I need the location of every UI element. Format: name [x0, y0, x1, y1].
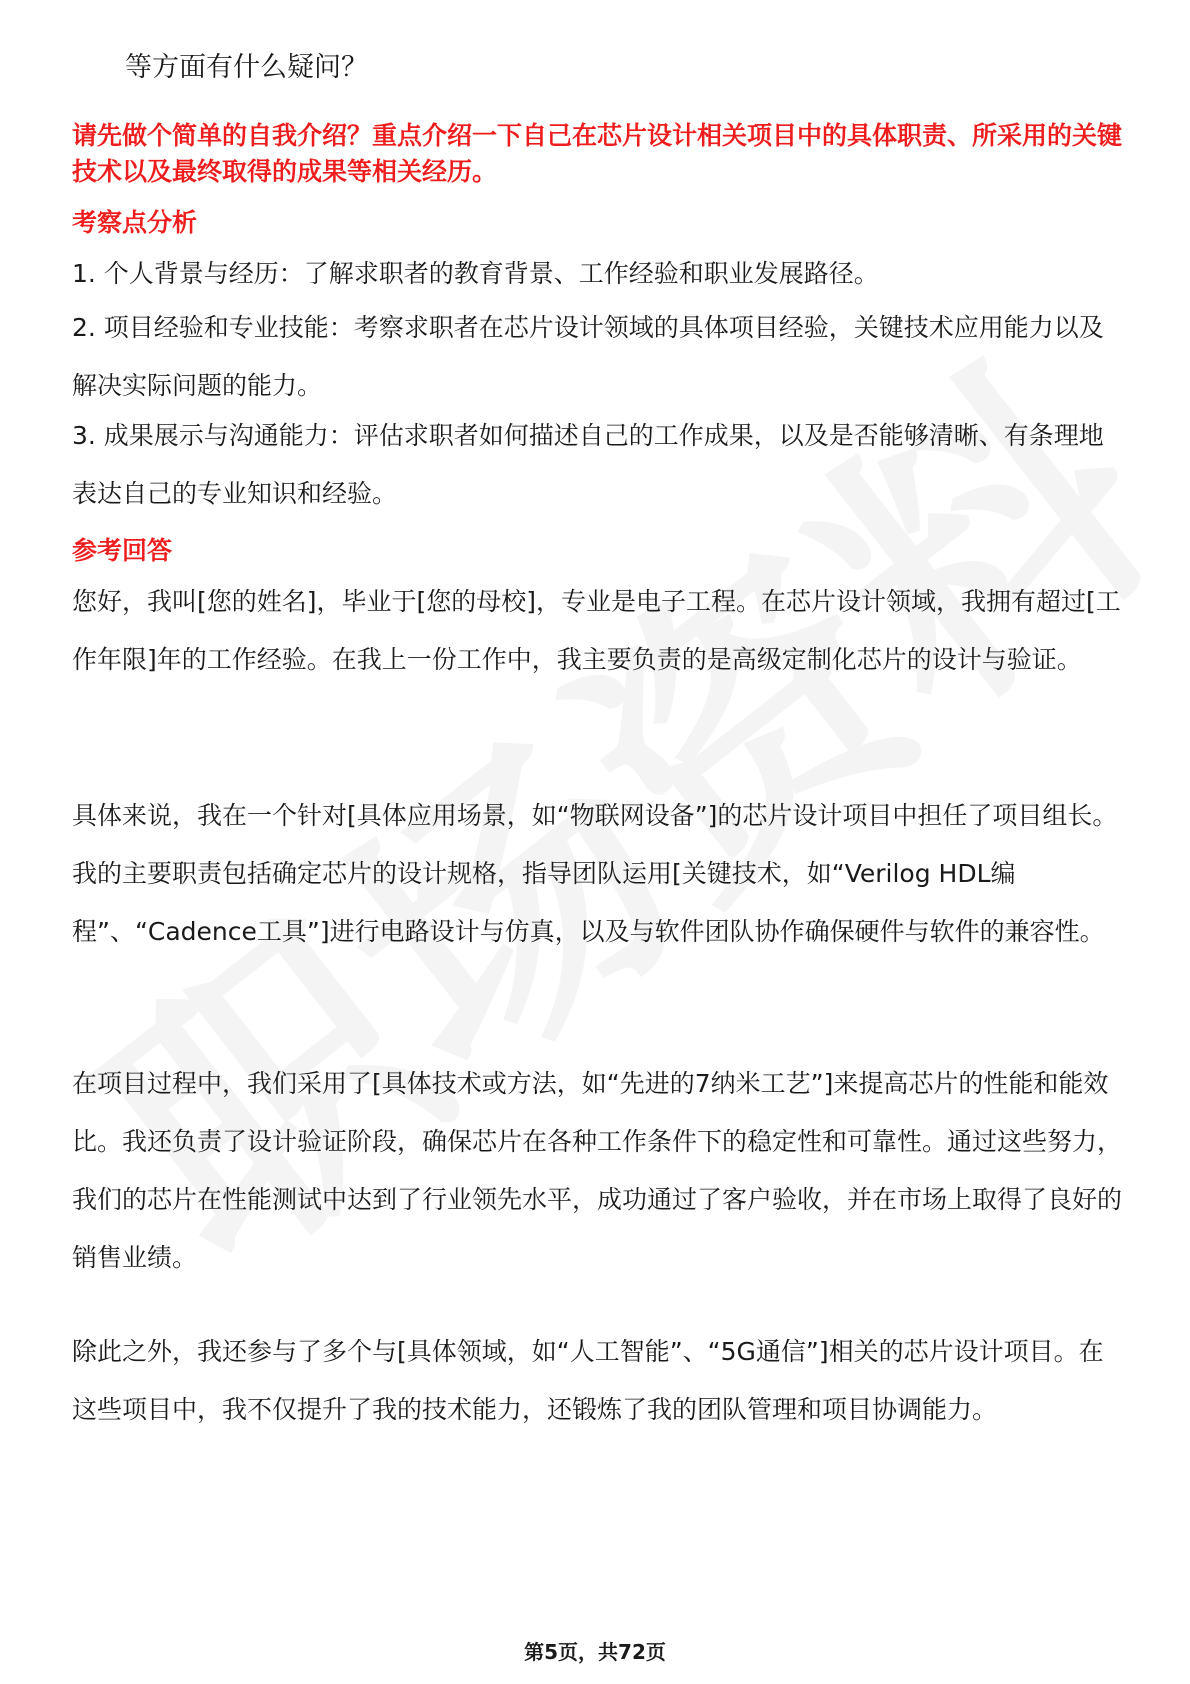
page-number: 第5页，共72页	[524, 1640, 666, 1664]
analysis-point: 1. 个人背景与经历：了解求职者的教育背景、工作经验和职业发展路径。	[72, 259, 879, 288]
analysis-point: 3. 成果展示与沟通能力：评估求职者如何描述自己的工作成果，以及是否能够清晰、有条理地表达自己的专业知识和经验。	[72, 421, 1104, 508]
answer-paragraph: 具体来说，我在一个针对[具体应用场景，如“物联网设备”]的芯片设计项目中担任了项目组长。我的主要职责包括确定芯片的设计规格，指导团队运用[关键技术，如“Verilog HDL编程”、“Cadence工具”]进行电路设计与仿真，以及与软件团队协作确保硬件与软件的兼容性。	[72, 801, 1118, 946]
question-text: 请先做个简单的自我介绍？重点介绍一下自己在芯片设计相关项目中的具体职责、所采用的关键技术以及最终取得的成果等相关经历。	[72, 121, 1123, 186]
answer-heading: 参考回答	[72, 536, 173, 565]
continuation-text: 等方面有什么疑问？	[125, 52, 368, 83]
answer-paragraph: 除此之外，我还参与了多个与[具体领域，如“人工智能”、“5G通信”]相关的芯片设计项目。在这些项目中，我不仅提升了我的技术能力，还锻炼了我的团队管理和项目协调能力。	[72, 1337, 1104, 1424]
answer-paragraph: 您好，我叫[您的姓名]，毕业于[您的母校]，专业是电子工程。在芯片设计领域，我拥有超过[工作年限]年的工作经验。在我上一份工作中，我主要负责的是高级定制化芯片的设计与验证。	[72, 587, 1121, 674]
analysis-heading: 考察点分析	[72, 208, 198, 237]
answer-paragraph: 在项目过程中，我们采用了[具体技术或方法，如“先进的7纳米工艺”]来提高芯片的性能和能效比。我还负责了设计验证阶段，确保芯片在各种工作条件下的稳定性和可靠性。通过这些努力，我们的芯片在性能测试中达到了行业领先水平，成功通过了客户验收，并在市场上取得了良好的销售业绩。	[72, 1069, 1123, 1272]
analysis-point: 2. 项目经验和专业技能：考察求职者在芯片设计领域的具体项目经验，关键技术应用能力以及解决实际问题的能力。	[72, 313, 1104, 400]
